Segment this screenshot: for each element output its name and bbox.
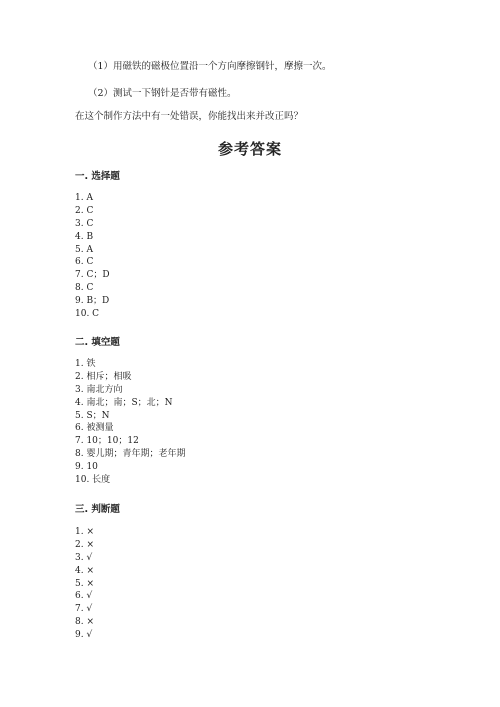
section-heading-choice: 一. 选择题 <box>75 171 120 182</box>
list-item: 7. √ <box>75 604 93 615</box>
intro-step-2: （2）测试一下钢针是否带有磁性。 <box>88 88 237 99</box>
list-item: 4. 南北；南；S；北；N <box>75 397 173 408</box>
list-item: 9. √ <box>75 630 93 641</box>
list-item: 9. 10 <box>75 462 98 473</box>
list-item: 4. B <box>75 231 94 242</box>
list-item: 8. C <box>75 283 94 294</box>
list-item: 8. × <box>75 617 94 628</box>
list-item: 5. S；N <box>75 410 110 421</box>
list-item: 6. √ <box>75 591 93 602</box>
list-item: 7. 10；10；12 <box>75 436 139 447</box>
list-item: 2. × <box>75 539 94 550</box>
list-item: 10. 长度 <box>75 475 111 486</box>
list-item: 1. A <box>75 193 93 203</box>
list-item: 7. C；D <box>75 270 110 281</box>
intro-step-1: （1）用磁铁的磁极位置沿一个方向摩擦钢针，摩擦一次。 <box>88 61 332 72</box>
list-item: 3. √ <box>75 552 93 563</box>
list-item: 2. C <box>75 205 94 216</box>
list-item: 3. 南北方向 <box>75 384 123 395</box>
list-item: 1. × <box>75 527 94 537</box>
list-item: 9. B；D <box>75 296 110 307</box>
list-item: 8. 婴儿期；青年期；老年期 <box>75 449 186 460</box>
list-item: 5. A <box>75 244 93 255</box>
answers-title: 参考答案 <box>217 140 282 158</box>
section-heading-judge: 三. 判断题 <box>75 504 120 515</box>
list-item: 6. C <box>75 257 94 268</box>
section-heading-fill: 二. 填空题 <box>75 337 120 348</box>
intro-question: 在这个制作方法中有一处错误，你能找出来并改正吗？ <box>75 111 304 122</box>
judge-answers-list <box>75 526 94 642</box>
list-item: 1. 铁 <box>75 359 96 369</box>
list-item: 10. C <box>75 309 100 320</box>
choice-answers-list <box>75 192 110 321</box>
list-item: 3. C <box>75 218 94 229</box>
fill-answers-list <box>75 358 185 487</box>
list-item: 6. 被测量 <box>75 423 114 434</box>
list-item: 2. 相斥；相吸 <box>75 371 132 382</box>
list-item: 4. × <box>75 565 94 576</box>
list-item: 5. × <box>75 578 94 589</box>
